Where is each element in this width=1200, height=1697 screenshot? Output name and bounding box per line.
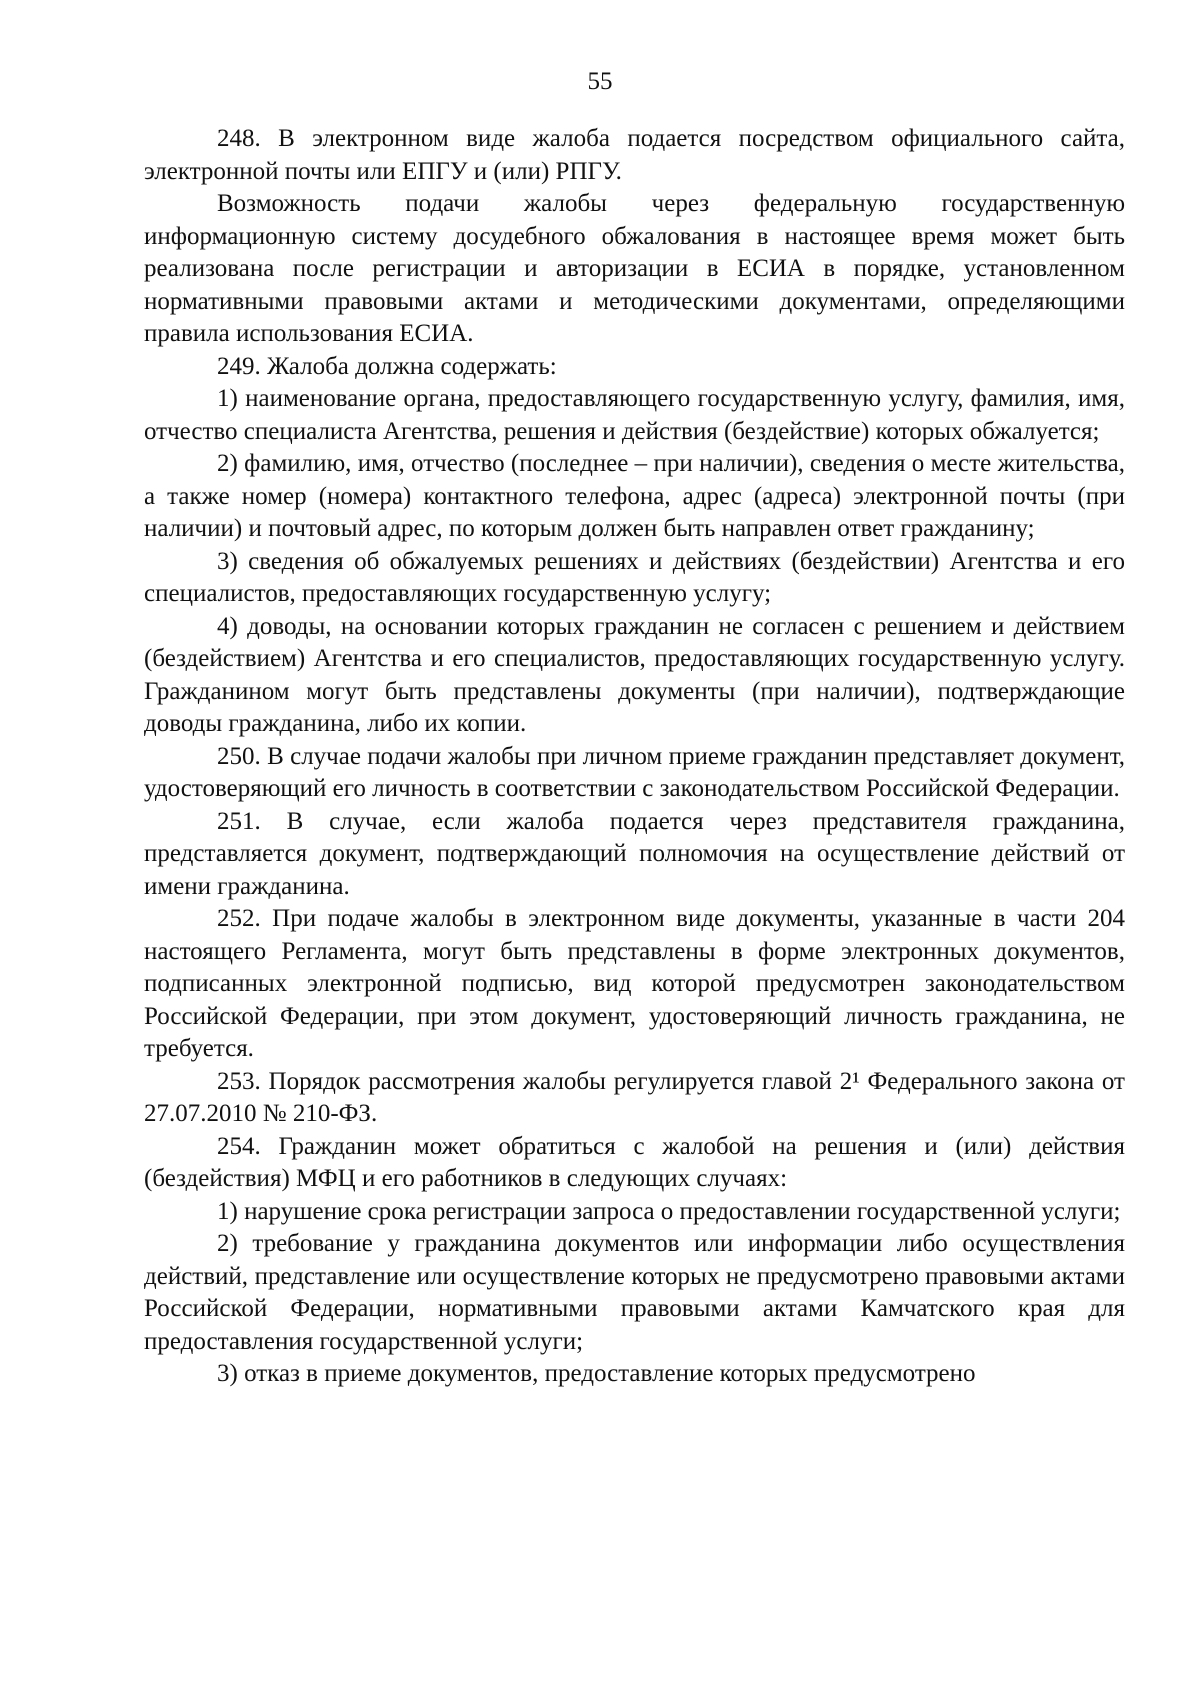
paragraph-249-item-1: 1) наименование органа, предоставляющего государственную услугу, фамилия, имя, отчество специалиста Агентства, решения и действия (бездействие) которых обжалуется; (144, 385, 1125, 445)
paragraph-254: 254. Гражданин может обратиться с жалобой на решения и (или) действия (бездействия) МФЦ и его работников в следующих случаях: (144, 1132, 1125, 1192)
paragraph-248-esia: Возможность подачи жалобы через федеральную государственную информационную систему досудебного обжалования в настоящее время может быть реализована после регистрации и авторизации в ЕСИА в порядке, установленном нормативными правовыми актами и методическими документами, определяющими правила использования ЕСИА. (144, 190, 1125, 347)
paragraph-249: 249. Жалоба должна содержать: (217, 352, 557, 380)
paragraph-252: 252. При подаче жалобы в электронном виде документы, указанные в части 204 настоящего Регламента, могут быть представлены в форме электронных документов, подписанных электронной подписью, вид которой предусмотрен законодательством Российской Федерации, при этом документ, удостоверяющий личность гражданина, не требуется. (144, 905, 1125, 1062)
paragraph-248: 248. В электронном виде жалоба подается посредством официального сайта, электронной почты или ЕПГУ и (или) РПГУ. (144, 125, 1125, 185)
paragraph-254-item-1: 1) нарушение срока регистрации запроса о предоставлении государственной услуги; (217, 1197, 1121, 1225)
paragraph-254-item-2: 2) требование у гражданина документов или информации либо осуществления действий, представление или осуществление которых не предусмотрено правовыми актами Российской Федерации, нормативными правовыми актами Камчатского края для предоставления государственной услуги; (144, 1230, 1125, 1355)
paragraph-249-item-4: 4) доводы, на основании которых гражданин не согласен с решением и действием (бездействием) Агентства и его специалистов, предоставляющих государственную услугу. Гражданином могут быть представлены документы (при наличии), подтверждающие доводы гражданина, либо их копии. (144, 612, 1125, 737)
page-number: 55 (587, 68, 613, 95)
paragraph-250: 250. В случае подачи жалобы при личном приеме гражданин представляет документ, удостоверяющий его личность в соответствии с законодательством Российской Федерации. (144, 742, 1125, 802)
paragraph-253: 253. Порядок рассмотрения жалобы регулируется главой 2¹ Федерального закона от 27.07.2010 № 210-ФЗ. (144, 1067, 1125, 1127)
paragraph-251: 251. В случае, если жалоба подается через представителя гражданина, представляется документ, подтверждающий полномочия на осуществление действий от имени гражданина. (144, 807, 1125, 900)
paragraph-249-item-3: 3) сведения об обжалуемых решениях и действиях (бездействии) Агентства и его специалистов, предоставляющих государственную услугу; (144, 547, 1125, 607)
document-body (144, 123, 1125, 1391)
paragraph-254-item-3: 3) отказ в приеме документов, предоставление которых предусмотрено (217, 1360, 976, 1387)
paragraph-249-item-2: 2) фамилию, имя, отчество (последнее – при наличии), сведения о месте жительства, а также номер (номера) контактного телефона, адрес (адреса) электронной почты (при наличии) и почтовый адрес, по которым должен быть направлен ответ гражданину; (144, 450, 1125, 542)
